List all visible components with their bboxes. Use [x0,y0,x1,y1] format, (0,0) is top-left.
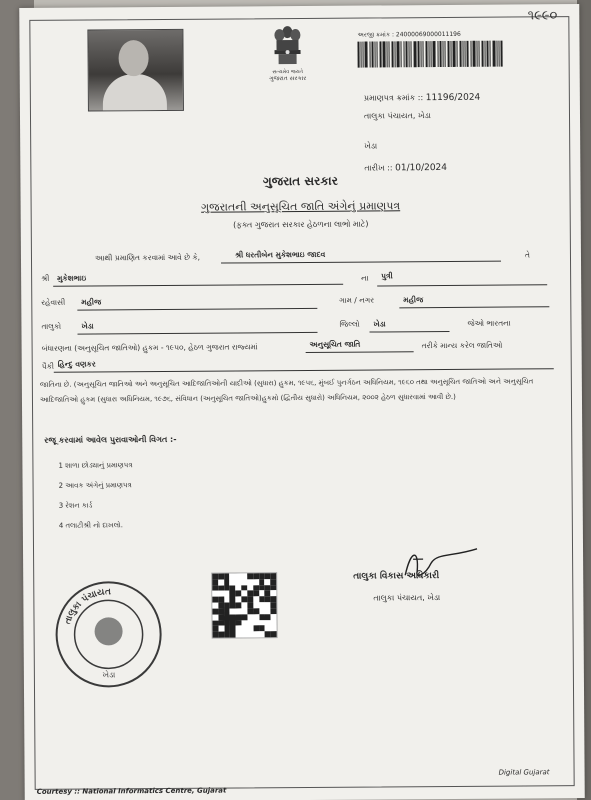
issue-date: 01/10/2024 [395,162,448,174]
relation: પુત્રી [381,271,393,281]
caste-category: અનુસૂચિત જાતિ [309,339,361,349]
barcode-bar [410,41,411,67]
barcode-bar [403,41,404,67]
svg-text:તાલુકા પંચાયત: તાલુકા પંચાયત [63,587,111,626]
village-label: ગામ / નગર [339,295,375,305]
barcode-bar [376,41,377,67]
barcode-bar [369,42,370,68]
svg-text:ખેડા: ખેડા [102,670,116,680]
qr-module [271,631,277,637]
barcode-bar [472,41,475,67]
barcode-bar [417,41,419,67]
stamp-seal-icon [53,579,164,690]
barcode-bar [489,41,490,67]
barcode-bar [478,41,479,67]
applicant-photo [87,29,184,112]
document-item: 2 આવક અંગેનું પ્રમાણપત્ર [58,481,132,490]
barcode-bar [362,42,363,68]
footer-brand: Digital Gujarat [498,768,550,777]
barcode-bar [464,41,465,67]
emblem-motto: સત્યમેવ જયતે [272,68,304,76]
barcode-bar [422,41,423,67]
barcode-bar [476,41,477,67]
barcode-bar [386,41,387,67]
caste-prefix: પૈકી [41,361,55,371]
barcode-block [357,30,549,67]
footer-courtesy: Courtesy :: National Informatics Centre, Gujarat [36,786,227,796]
barcode-bar [430,41,431,67]
barcode-bar [450,41,451,67]
barcode-bar [500,41,502,67]
line-end-te: તે [524,250,530,260]
barcode-bar [360,42,361,68]
father-name: મુકેશભાઇ [57,273,87,283]
recognised-text: તરીકે માન્ય કરેલ જાતિઓ [421,340,503,351]
barcode-bar [462,41,463,67]
barcode-bar [452,41,455,67]
barcode-bar [428,41,429,67]
taluka-label: તાલુકો [41,321,62,331]
barcode-bar [466,41,468,67]
document-item: 1 શાળા છોડ્યાનું પ્રમાણપત્ર [58,461,133,470]
barcode-bar [405,41,407,67]
caste: હિન્દુ વણકર [57,359,96,369]
barcode-bar [486,41,488,67]
barcode-bar [470,41,471,67]
barcode-bar [374,41,375,67]
ashoka-emblem-icon [270,22,304,68]
barcode-bar [425,41,427,67]
barcode-bar [496,41,497,67]
barcode-bar [492,41,495,67]
application-number: અરજી ક્રમાંક : 24000069000011196 [357,30,461,39]
resident-label: રહેવાસી [41,297,66,307]
certificate-number-line [364,93,480,104]
document-item: 3 રેશન કાર્ડ [58,501,93,510]
barcode [357,40,549,67]
taluka: ખેડા [81,321,94,331]
barcode-bar [442,41,443,67]
signature [401,545,481,590]
barcode-bar [382,41,385,67]
barcode-bar [400,41,401,67]
issuing-office: તાલુકા પંચાયત, ખેડા [363,111,431,121]
barcode-bar [432,41,435,67]
district-label: જિલ્લો [339,319,360,329]
qr-code [211,572,277,638]
photo-shoulders [103,74,167,112]
relation-prefix: ના [361,273,369,283]
holder-name: શ્રી ધરતીબેન મુકેશભાઇ જાદવ [234,249,326,260]
barcode-bar [484,41,485,67]
district: ખેડા [373,319,386,329]
barcode-bar [388,41,389,67]
father-prefix: શ્રી [41,273,50,283]
legal-paragraph: જાતિના છે. (અનુસૂચિત જાતિઓ અને અનુસૂચિત આદિજાતિઓની યાદીઓ (સુધારા) હુકમ, ૧૯૫૬, મુંબઈ પુનર્ગઠન અધિનિયમ, ૧૯૬૦ તથા અનુસૂચિત જાતિઓ અને અનુસૂચિત આદિજાતિઓ હુકમ (સુધારા અધિનિયમ, ૧૯૭૬, સંવિધાન (અનુસૂચિત જાતિઓ)હુકમો (દ્વિતીય સુધારો) અધિનિયમ, ૨૦૦૨ હેઠળ સુધારવામાં આવી છે.) [39,377,534,404]
barcode-bar [394,41,395,67]
emblem-gov-text: ગુજરાત સરકાર [269,74,307,83]
barcode-bar [439,41,441,67]
barcode-bar [456,41,457,67]
resident-village: મહીજ [81,297,102,307]
documents-title: રજૂ કરવામાં આવેલ પુરાવાઓની વિગત :- [44,434,177,445]
barcode-bar [447,41,449,67]
barcode-bar [357,42,359,68]
barcode-bar [444,41,445,67]
officer-office: તાલુકા પંચાયત, ખેડા [373,593,441,603]
barcode-bar [459,41,461,67]
certificate-number: 11196/2024 [425,92,481,104]
date-label: તારીખ :: [364,163,393,173]
barcode-bar [396,41,399,67]
header-district: ખેડા [364,141,378,151]
barcode-bar [391,41,393,67]
order-text: બંધારણના (અનુસૂચિત જાતિઓ) હુકમ - ૧૯૫૦, હેઠળ ગુજરાત રાજ્યમાં [41,342,258,353]
document-item: 4 તલાટીશ્રી નો દાખલો. [58,521,124,530]
photo-head [118,40,148,76]
barcode-bar [420,41,421,67]
certificate-subtitle: (ફક્ત ગુજરાત સરકાર હેઠળના લાભો માટે) [233,219,369,230]
officer-designation: તાલુકા વિકાસ અધિકારી [353,571,440,582]
government-title: ગુજરાત સરકાર [262,173,338,189]
official-stamp [53,579,164,690]
barcode-bar [379,41,381,67]
certificate-title: ગુજરાતની અનુસૂચિત જાતિ અંગેનું પ્રમાણપત્ર [201,199,401,214]
barcode-bar [364,42,367,68]
certificate-sheet [19,4,585,800]
barcode-bar [437,41,438,67]
barcode-bar [408,41,409,67]
certify-prefix: આથી પ્રમાણિત કરવામાં આવે છે કે, [94,252,201,263]
barcode-bar [371,41,373,67]
barcode-bar [481,41,483,67]
date-line [364,163,447,174]
india-text: જેઓ ભારતના [467,318,511,328]
certificate-number-label: પ્રમાણપત્ર ક્રમાંક :: [363,93,424,103]
village: મહીજ [403,295,424,305]
handwritten-page-number: ૧૯૯૦ [527,8,558,24]
barcode-bar [498,41,499,67]
barcode-bar [413,41,416,67]
national-emblem [257,22,317,83]
